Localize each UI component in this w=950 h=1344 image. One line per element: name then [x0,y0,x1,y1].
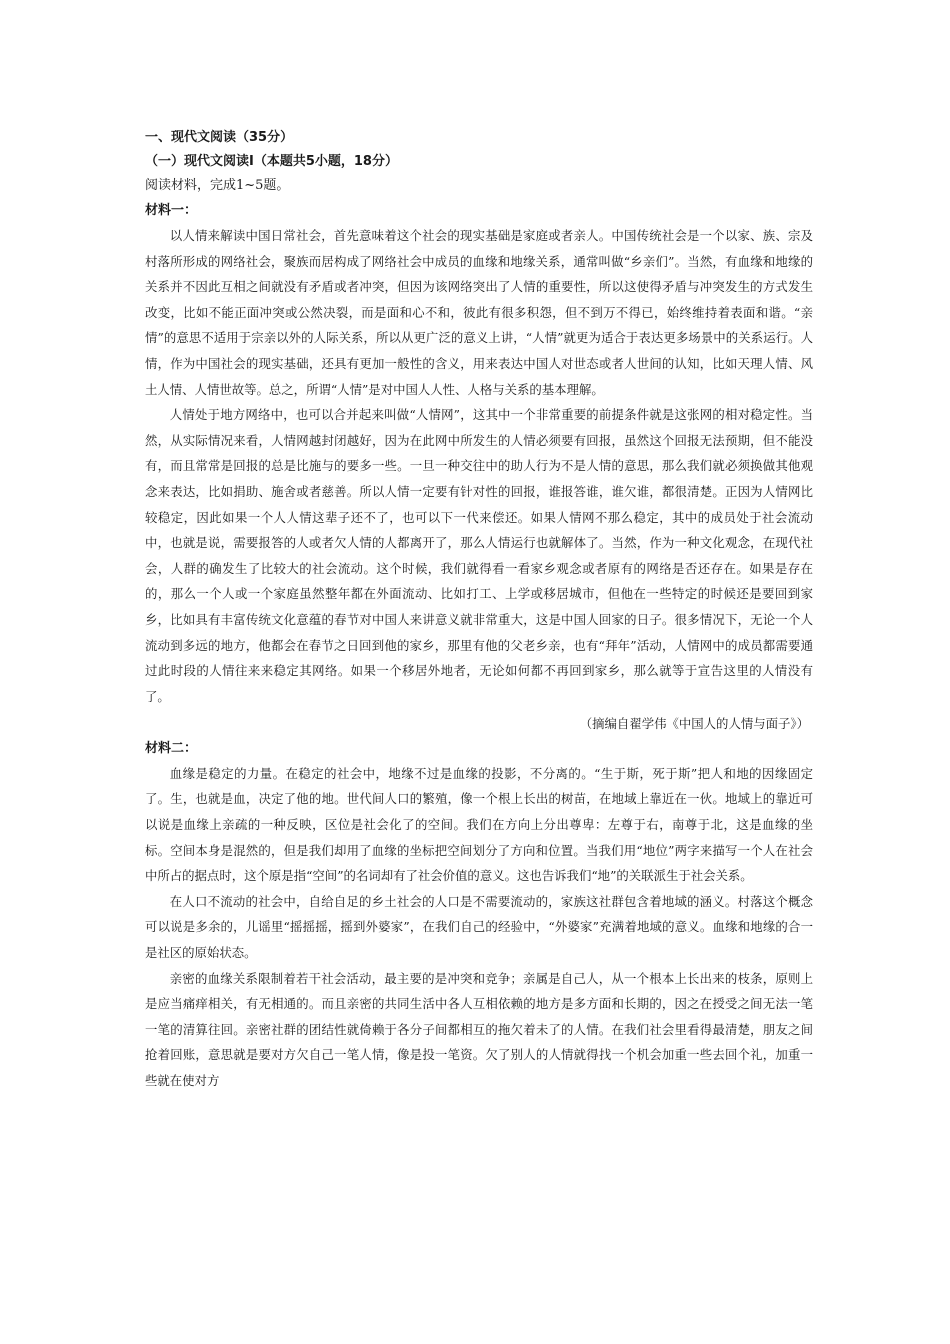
material-two-label: 材料二： [145,740,198,756]
material-two-body [145,761,813,1094]
material-one-paragraph: 以人情来解读中国日常社会，首先意味着这个社会的现实基础是家庭或者亲人。中国传统社会是一个以家、族、宗及村落所形成的网络社会，聚族而居构成了网络社会中成员的血缘和地缘关系，通常叫做“乡亲们”。当然，有血缘和地缘的关系并不因此互相之间就没有矛盾或者冲突，但因为该网络突出了人情的重要性，所以这使得矛盾与冲突发生的方式发生改变，比如不能正面冲突或公然决裂，而是面和心不和，彼此有很多积怨，但不到万不得已，始终维持着表面和谐。“亲情”的意思不适用于宗亲以外的人际关系，所以从更广泛的意义上讲，“人情”就更为适合于表达更多场景中的关系运行。人情，作为中国社会的现实基础，还具有更加一般性的含义，用来表达中国人对世态或者人世间的认知，比如天理人情、风土人情、人情世故等。总之，所谓“人情”是对中国人人性、人格与关系的基本理解。 [145,228,813,397]
material-one-source: （摘编自翟学伟《中国人的人情与面子》） [579,716,809,732]
material-two-paragraph: 血缘是稳定的力量。在稳定的社会中，地缘不过是血缘的投影，不分离的。“生于斯，死于斯”把人和地的因缘固定了。生，也就是血，决定了他的地。世代间人口的繁殖，像一个根上长出的树苗，在地域上靠近在一伙。地域上的靠近可以说是血缘上亲疏的一种反映，区位是社会化了的空间。我们在方向上分出尊卑：左尊于右，南尊于北，这是血缘的坐标。空间本身是混然的，但是我们却用了血缘的坐标把空间划分了方向和位置。当我们用“地位”两字来描写一个人在社会中所占的据点时，这个原是指“空间”的名词却有了社会价值的意义。这也告诉我们“地”的关联派生于社会关系。 [145,765,813,884]
section-subtitle: （一）现代文阅读Ⅰ（本题共5小题，18分） [145,154,398,169]
instruction: 阅读材料，完成1~5题。 [145,178,290,193]
material-one-paragraph: 人情处于地方网络中，也可以合并起来叫做“人情网”，这其中一个非常重要的前提条件就是这张网的相对稳定性。当然，从实际情况来看，人情网越封闭越好，因为在此网中所发生的人情必须要有回报，虽然这个回报无法预期，但不能没有，而且常常是回报的总是比施与的要多一些。一旦一种交往中的助人行为不是人情的意思，那么我们就必须换做其他观念来表达，比如捐助、施舍或者慈善。所以人情一定要有针对性的回报，谁报答谁，谁欠谁，都很清楚。正因为人情网比较稳定，因此如果一个人人情这辈子还不了，也可以下一代来偿还。如果人情网不那么稳定，其中的成员处于社会流动中，也就是说，需要报答的人或者欠人情的人都离开了，那么人情运行也就解体了。当然，作为一种文化观念，在现代社会，人群的确发生了比较大的社会流动。这个时候，我们就得看一看家乡观念或者原有的网络是否还存在。如果是存在的，那么一个人或一个家庭虽然整年都在外面流动、比如打工、上学或移居城市，但他在一些特定的时候还是要回到家乡，比如具有丰富传统文化意蕴的春节对中国人来讲意义就非常重大，这是中国人回家的日子。很多情况下，无论一个人流动到多远的地方，他都会在春节之日回到他的家乡，那里有他的父老乡亲，也有“拜年”活动，人情网中的成员都需要通过此时段的人情往来来稳定其网络。如果一个移居外地者，无论如何都不再回到家乡，那么就等于宣告这里的人情没有了。 [145,407,813,704]
material-two-paragraph: 亲密的血缘关系限制着若干社会活动，最主要的是冲突和竞争；亲属是自己人，从一个根本上长出来的枝条，原则上是应当痛痒相关，有无相通的。而且亲密的共同生活中各人互相依赖的地方是多方面和长期的，因之在授受之间无法一笔一笔的清算往回。亲密社群的团结性就倚赖于各分子间都相互的拖欠着未了的人情。在我们社会里看得最清楚，朋友之间抢着回账，意思就是要对方欠自己一笔人情，像是投一笔资。欠了别人的人情就得找一个机会加重一些去回个礼，加重一些就在使对方 [145,970,813,1088]
section-title: 一、现代文阅读（35分） [145,130,294,145]
reading-section [145,126,813,1094]
material-one-body [145,223,813,709]
material-two-paragraph: 在人口不流动的社会中，自给自足的乡土社会的人口是不需要流动的，家族这社群包含着地域的涵义。村落这个概念可以说是多余的，儿谣里“摇摇摇，摇到外婆家”，在我们自己的经验中，“外婆家”充满着地域的意义。血缘和地缘的合一是社区的原始状态。 [145,893,813,961]
material-one-label: 材料一： [145,203,198,218]
